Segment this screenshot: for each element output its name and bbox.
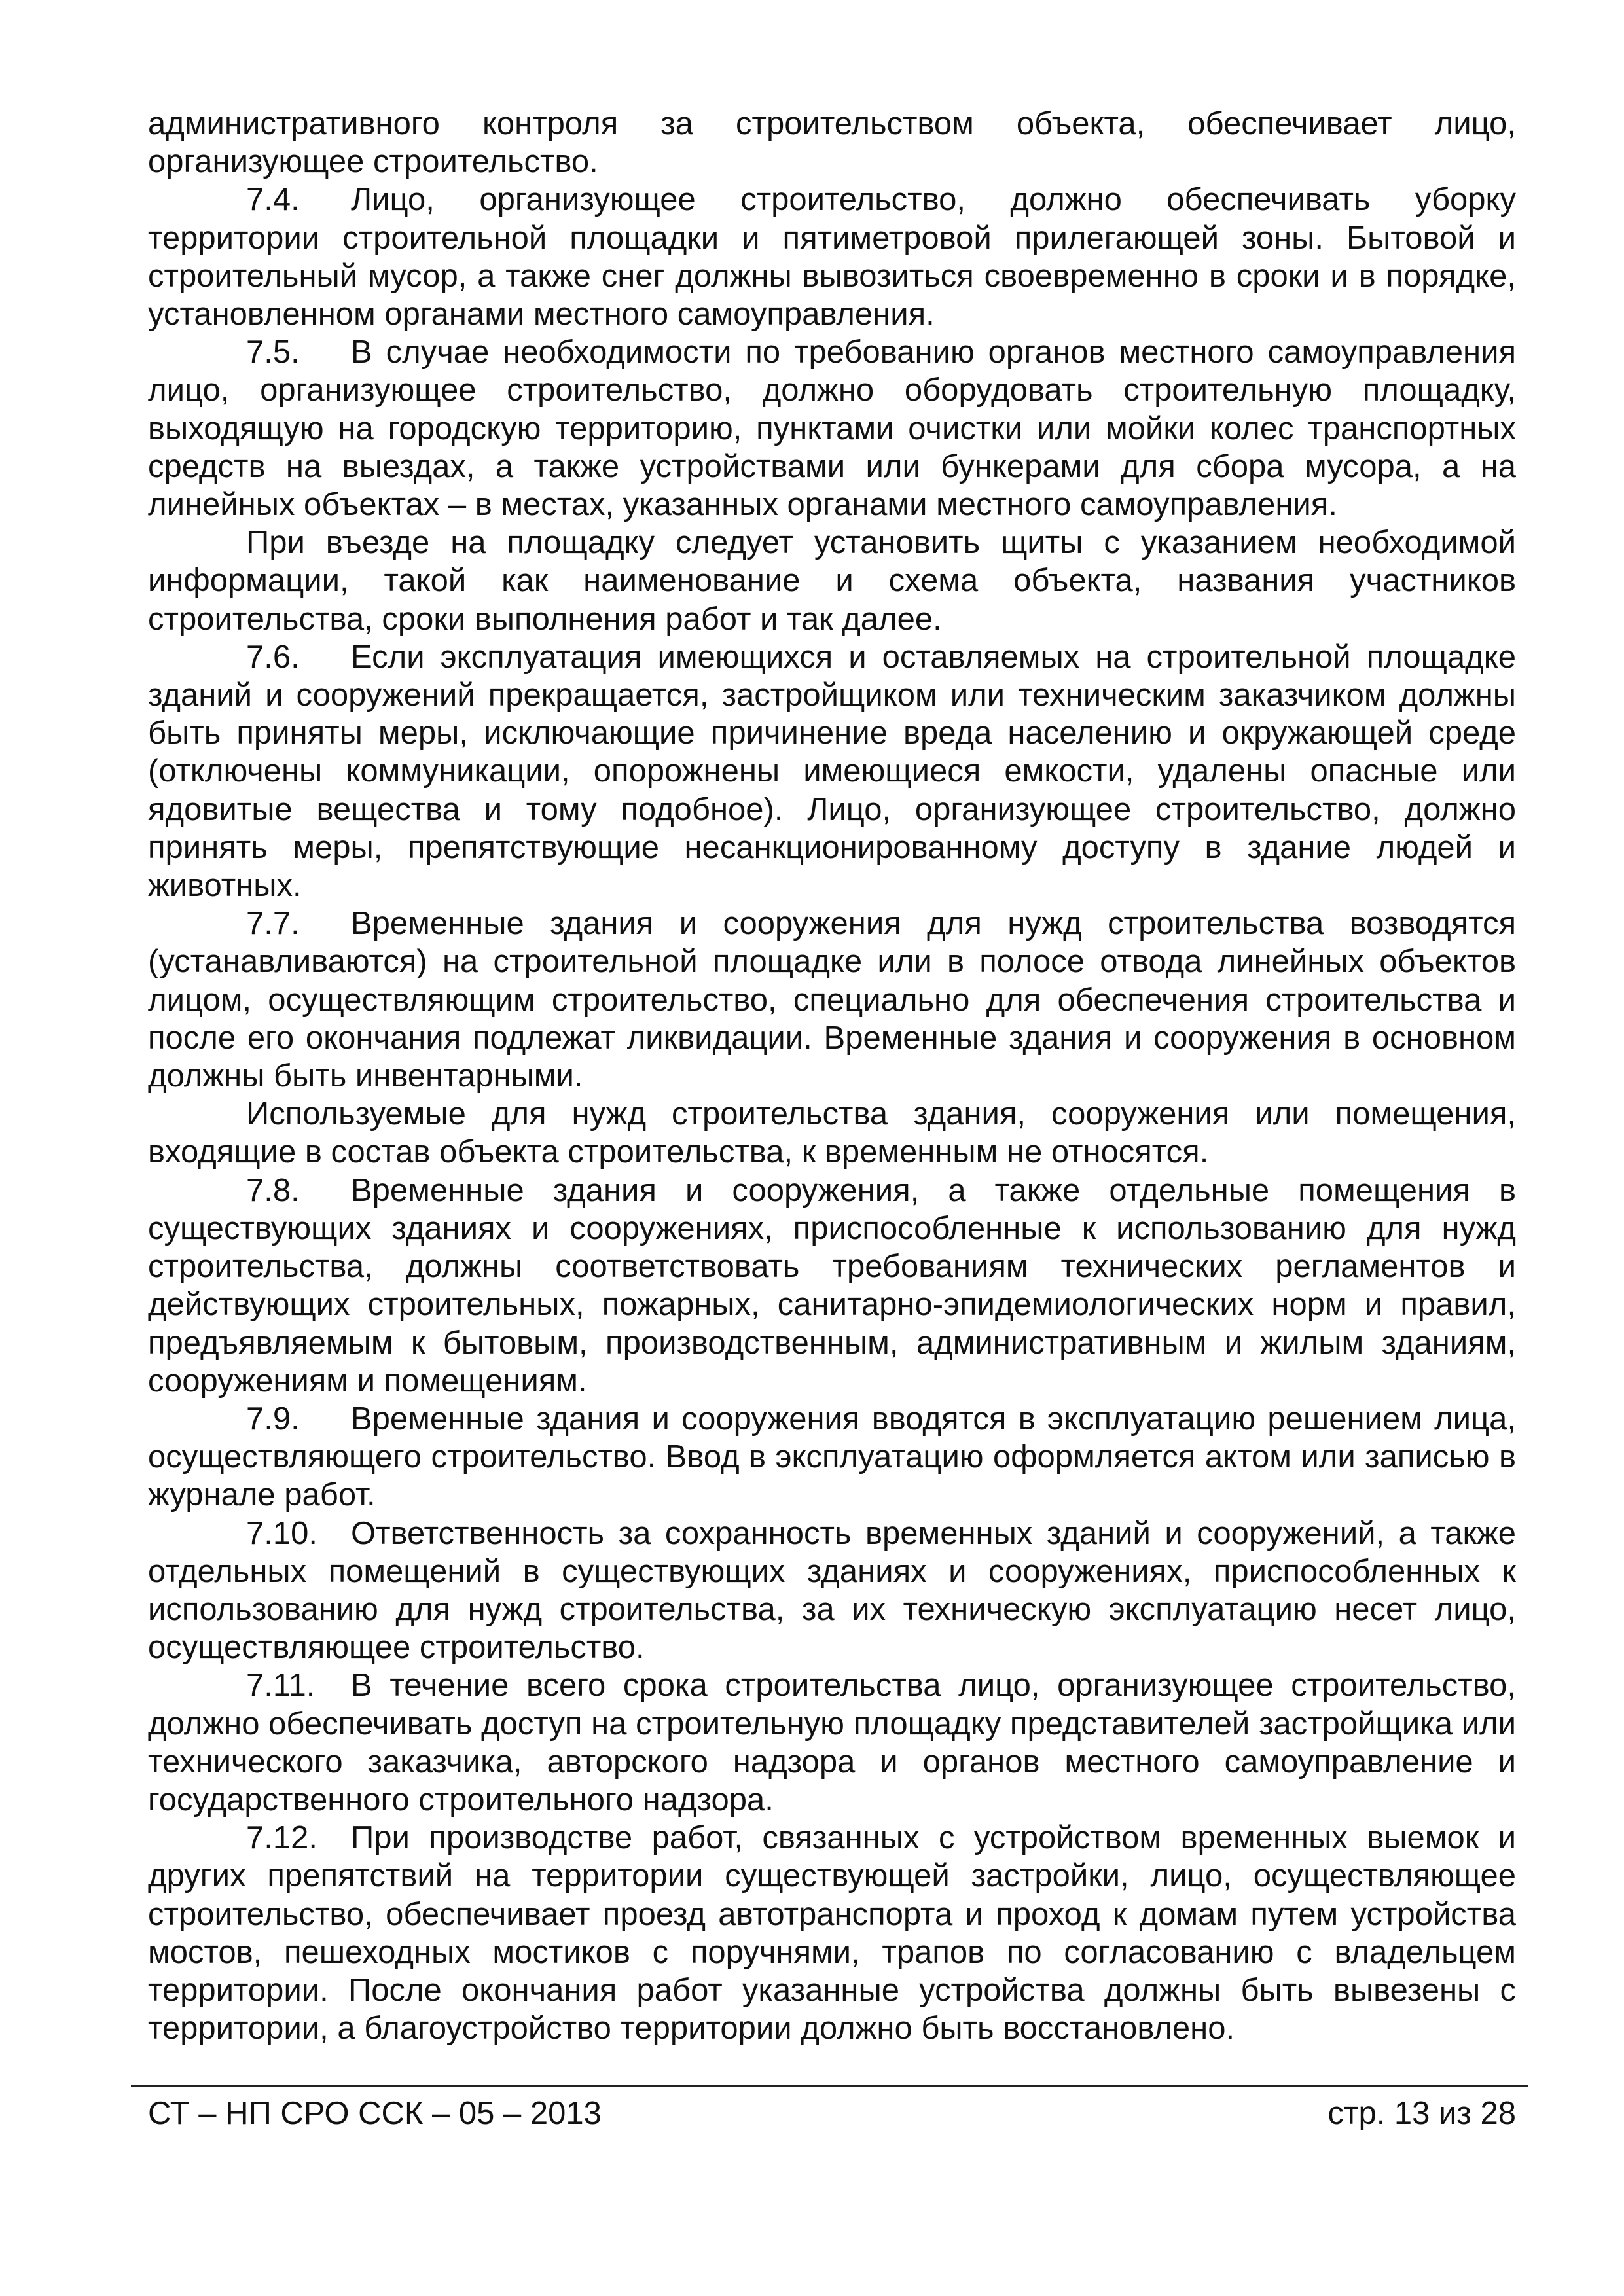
page-footer	[148, 2090, 1516, 2136]
paragraph-7-6	[148, 638, 1516, 905]
paragraph-number: 7.7.	[246, 906, 300, 942]
paragraph-text: Лицо, организующее строительство, должно обеспечивать уборку территории строительной площадки и пятиметровой прилегающей зоны. Бытовой и строительный мусор, а также снег должны вывозиться своевременно в сроки и в порядке, установленном органами местного самоуправления.	[148, 182, 1516, 332]
page-number: стр. 13 из 28	[1327, 2096, 1516, 2131]
paragraph-used-buildings	[148, 1095, 1516, 1171]
paragraph-number: 7.12.	[246, 1820, 317, 1856]
paragraph-7-10	[148, 1515, 1516, 1667]
paragraph-text: В течение всего срока строительства лицо, организующее строительство, должно обеспечивать доступ на строительную площадку представителей застройщика или технического заказчика, авторского надзора и органов местного самоуправление и государственного строительного надзора.	[148, 1668, 1516, 1818]
footer-divider	[131, 2085, 1528, 2087]
paragraph-7-12	[148, 1819, 1516, 2047]
paragraph-7-8	[148, 1172, 1516, 1400]
paragraph-text: Если эксплуатация имеющихся и оставляемых на строительной площадке зданий и сооружений прекращается, застройщиком или техническим заказчиком должны быть приняты меры, исключающие причинение вреда населению и окружающей среде (отключены коммуникации, опорожнены имеющиеся емкости, удалены опасные или ядовитые вещества и тому подобное). Лицо, организующее строительство, должно принять меры, препятствующие несанкционированному доступу в здание людей и животных.	[148, 639, 1516, 904]
paragraph-number: 7.9.	[246, 1401, 300, 1437]
paragraph-number: 7.6.	[246, 639, 300, 675]
paragraph-text: Используемые для нужд строительства здания, сооружения или помещения, входящие в состав объекта строительства, к временным не относятся.	[148, 1096, 1516, 1170]
document-body	[148, 105, 1516, 2047]
paragraph-text: Ответственность за сохранность временных зданий и сооружений, а также отдельных помещений в существующих зданиях и сооружениях, приспособленных к использованию для нужд строительства, за их техническую эксплуатацию несет лицо, осуществляющее строительство.	[148, 1515, 1516, 1666]
paragraph-7-4	[148, 181, 1516, 333]
paragraph-7-9	[148, 1400, 1516, 1515]
paragraph-7-5	[148, 333, 1516, 524]
paragraph-number: 7.5.	[246, 334, 300, 370]
paragraph-number: 7.10.	[246, 1515, 317, 1551]
document-code: СТ – НП СРО ССК – 05 – 2013	[148, 2096, 602, 2131]
paragraph-text: Временные здания и сооружения, а также отдельные помещения в существующих зданиях и сооружениях, приспособленные к использованию для нужд строительства, должны соответствовать требованиям технических регламентов и действующих строительных, пожарных, санитарно-эпидемиологических норм и правил, предъявляемым к бытовым, производственным, административным и жилым зданиям, сооружениям и помещениям.	[148, 1172, 1516, 1399]
paragraph-text: При въезде на площадку следует установить щиты с указанием необходимой информации, такой как наименование и схема объекта, названия участников строительства, сроки выполнения работ и так далее.	[148, 525, 1516, 637]
paragraph-text: административного контроля за строительством объекта, обеспечивает лицо, организующее строительство.	[148, 106, 1516, 180]
paragraph-number: 7.8.	[246, 1172, 300, 1208]
paragraph-text: При производстве работ, связанных с устройством временных выемок и других препятствий на территории существующей застройки, лицо, осуществляющее строительство, обеспечивает проезд автотранспорта и проход к домам путем устройства мостов, пешеходных мостиков с поручнями, трапов по согласованию с владельцем территории. После окончания работ указанные устройства должны быть вывезены с территории, а благоустройство территории должно быть восстановлено.	[148, 1820, 1516, 2047]
paragraph-number: 7.11.	[246, 1668, 316, 1704]
paragraph-text: Временные здания и сооружения вводятся в эксплуатацию решением лица, осуществляющего строительство. Ввод в эксплуатацию оформляется актом или записью в журнале работ.	[148, 1401, 1516, 1513]
paragraph-number: 7.4.	[246, 182, 300, 218]
paragraph-7-7	[148, 905, 1516, 1095]
paragraph-text: В случае необходимости по требованию органов местного самоуправления лицо, организующее строительство, должно оборудовать строительную площадку, выходящую на городскую территорию, пунктами очистки или мойки колес транспортных средств на выездах, а также устройствами или бункерами для сбора мусора, а на линейных объектах – в местах, указанных органами местного самоуправления.	[148, 334, 1516, 523]
paragraph-continuation	[148, 105, 1516, 181]
paragraph-text: Временные здания и сооружения для нужд строительства возводятся (устанавливаются) на строительной площадке или в полосе отвода линейных объектов лицом, осуществляющим строительство, специально для обеспечения строительства и после его окончания подлежат ликвидации. Временные здания и сооружения в основном должны быть инвентарными.	[148, 906, 1516, 1094]
paragraph-7-11	[148, 1666, 1516, 1819]
paragraph-entry-signs	[148, 524, 1516, 638]
